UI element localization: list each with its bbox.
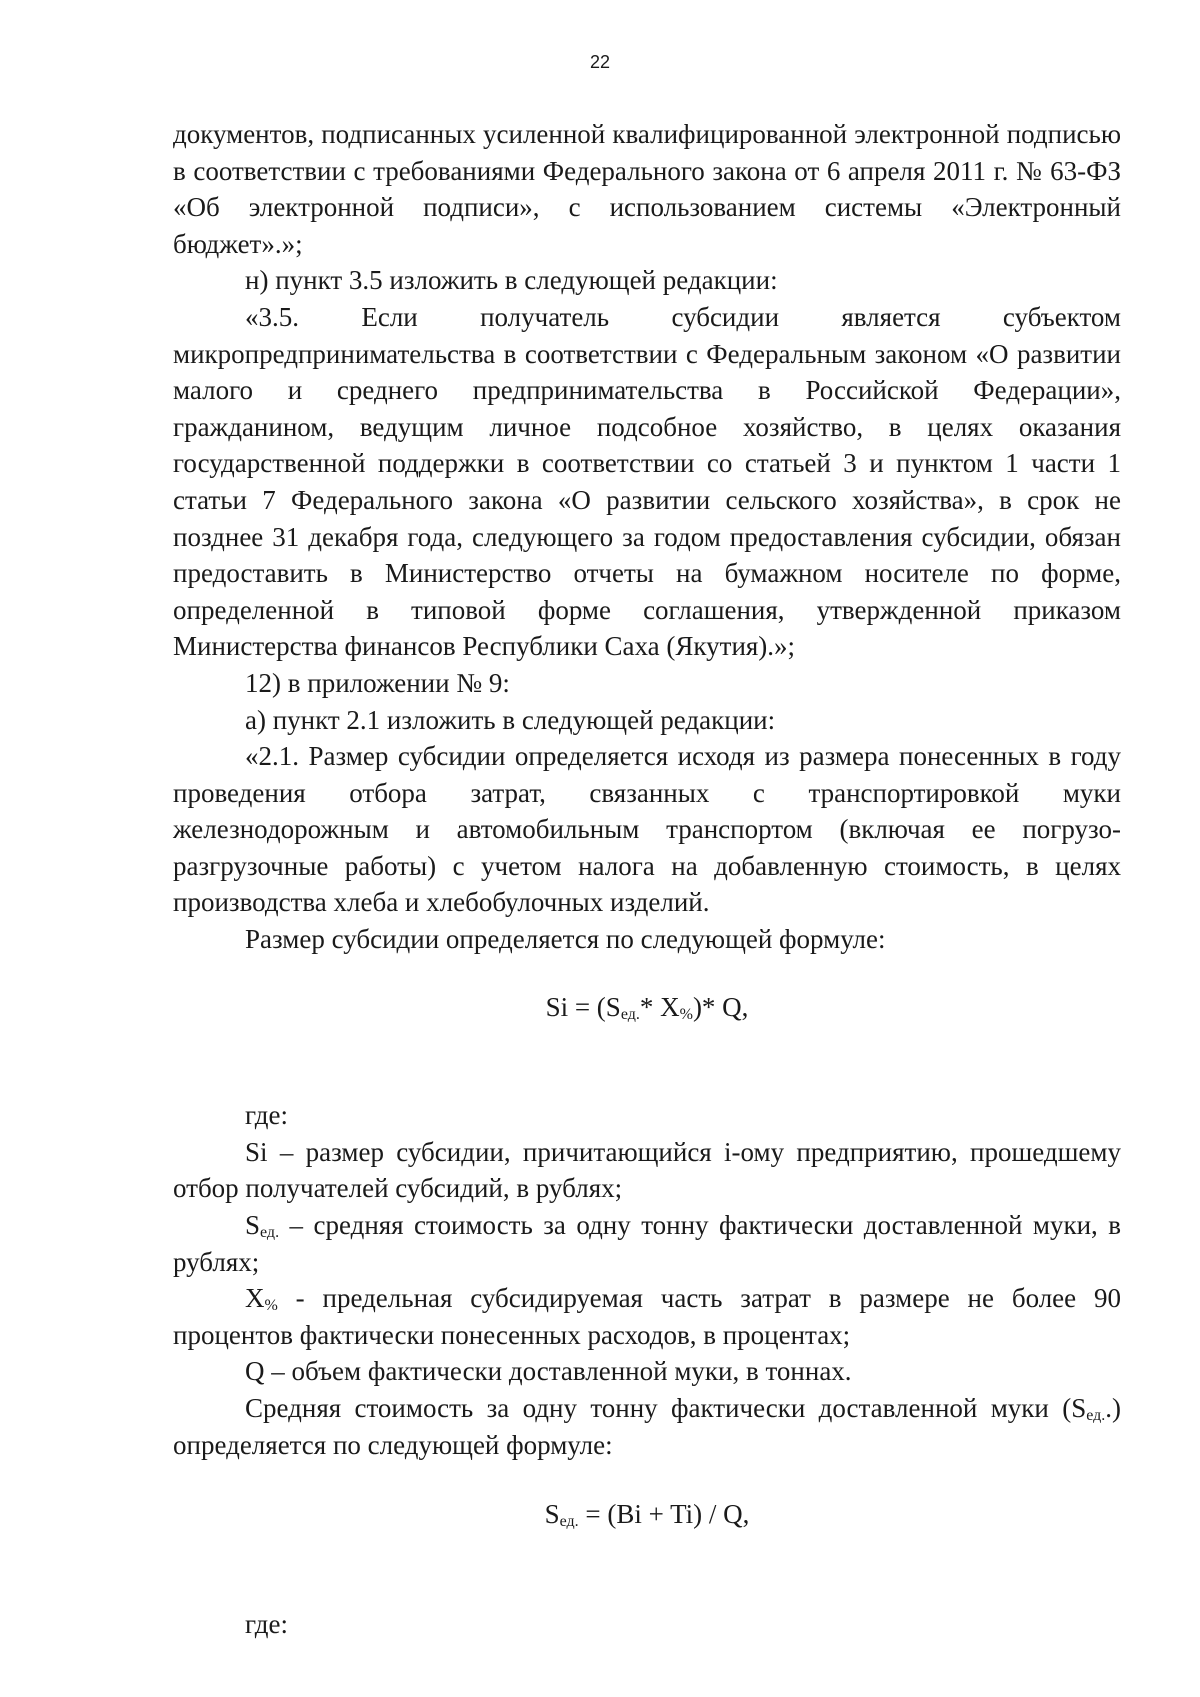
symbol: S — [1071, 1393, 1087, 1423]
formula-part: Si = (S — [545, 991, 621, 1022]
subscript: ед. — [559, 1513, 579, 1531]
formula-average-cost — [173, 1496, 1121, 1533]
paragraph: Размер субсидии определяется по следующей формуле: — [245, 924, 886, 955]
symbol: X — [245, 1283, 265, 1314]
page-number: 22 — [589, 52, 611, 72]
text: Средняя стоимость за одну тонну фактически доставленной муки ( — [245, 1393, 1072, 1423]
definition-x — [173, 1280, 1121, 1353]
text: .) определяется по следующей формуле: — [173, 1393, 1121, 1460]
paragraph: а) пункт 2.1 изложить в следующей редакции: — [245, 704, 776, 735]
formula-part: S — [544, 1499, 560, 1530]
formula-part: = (Bi + Ti) / Q, — [578, 1499, 750, 1530]
formula-subsidy — [173, 989, 1121, 1026]
definition-text: – средняя стоимость за одну тонну фактически доставленной муки, в рублях; — [173, 1210, 1121, 1277]
subscript: % — [264, 1297, 278, 1315]
document-body — [173, 116, 1121, 1642]
paragraph: «3.5. Если получатель субсидии является субъектом микропредпринимательства в соответствии с Федеральным законом «О развитии малого и среднего предпринимательства в Российской Федерации», гражданином, ведущим личное подсобное хозяйство, в целях оказания государственной поддержки в соответствии со статьей 3 и пунктом 1 части 1 статьи 7 Федерального закона «О развитии сельского хозяйства», в срок не позднее 31 декабря года, следующего за годом предоставления субсидии, обязан предоставить в Министерство отчеты на бумажном носителе по форме, определенной в типовой форме соглашения, утвержденной приказом Министерства финансов Республики Саха (Якутия).»; — [173, 301, 1121, 662]
paragraph: н) пункт 3.5 изложить в следующей редакции: — [245, 265, 778, 296]
subscript: ед. — [1086, 1407, 1106, 1424]
formula-part: )* Q, — [692, 991, 749, 1022]
definition-text: - предельная субсидируемая часть затрат в размере не более 90 процентов фактически понесенных расходов, в процентах; — [173, 1283, 1121, 1350]
subscript: ед. — [620, 1005, 640, 1023]
formula-part: * X — [639, 991, 680, 1022]
paragraph: «2.1. Размер субсидии определяется исходя из размера понесенных в году проведения отбора затрат, связанных с транспортировкой муки железнодорожным и автомобильным транспортом (включая ее погрузо-разгрузочные работы) с учетом налога на добавленную стоимость, в целях производства хлеба и хлебобулочных изделий. — [173, 741, 1121, 918]
definition-sed — [173, 1207, 1121, 1280]
paragraph: документов, подписанных усиленной квалифицированной электронной подписью в соответствии с требованиями Федерального закона от 6 апреля 2011 г. № 63-ФЗ «Об электронной подписи», с использованием системы «Электронный бюджет».»; — [173, 119, 1121, 259]
definition-si: Si – размер субсидии, причитающийся i-ому предприятию, прошедшему отбор получателей субсидий, в рублях; — [173, 1136, 1121, 1204]
paragraph: 12) в приложении № 9: — [245, 667, 510, 698]
symbol: S — [245, 1210, 261, 1241]
paragraph — [173, 1390, 1121, 1463]
definition-q: Q – объем фактически доставленной муки, в тоннах. — [245, 1356, 852, 1387]
subscript: ед. — [260, 1224, 280, 1242]
paragraph: где: — [245, 1608, 288, 1639]
paragraph: где: — [245, 1100, 288, 1131]
subscript: % — [679, 1005, 693, 1023]
